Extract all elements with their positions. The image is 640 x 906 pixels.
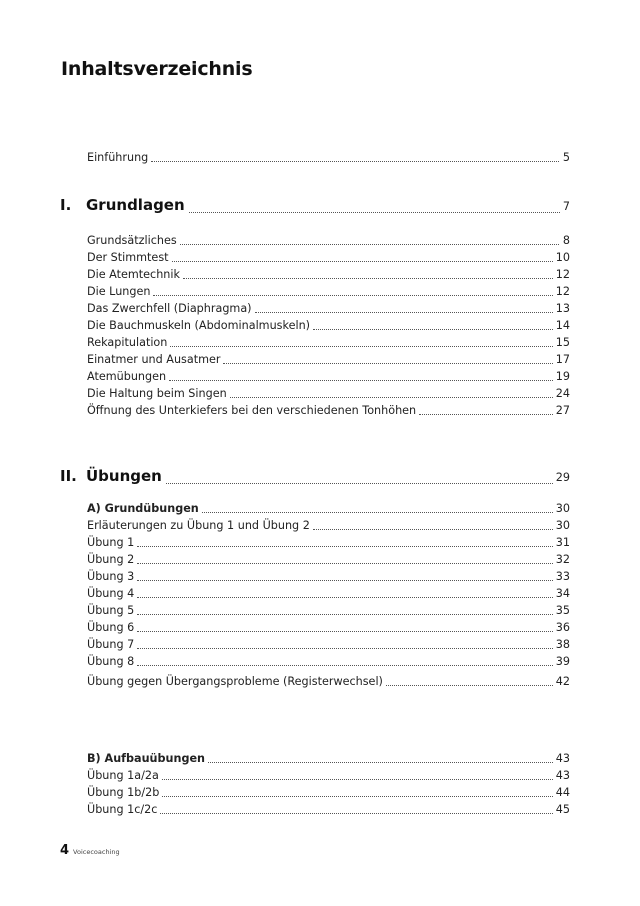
toc-entry-label: Übung 4 [87, 587, 135, 600]
toc-entry-page: 36 [555, 621, 570, 634]
toc-entry-page: 14 [555, 319, 570, 332]
section-label: B) Aufbauübungen [87, 752, 206, 765]
section-page: 43 [555, 752, 570, 765]
toc-entry-page: 30 [555, 519, 570, 532]
toc-entry[interactable] [87, 249, 570, 266]
toc-entry-page: 42 [555, 675, 570, 688]
toc-entry[interactable] [87, 266, 570, 283]
toc-entry-label: Übung 1b/2b [87, 786, 160, 799]
dot-leader [151, 149, 559, 162]
dot-leader [137, 568, 553, 581]
toc-entry-page: 5 [562, 151, 570, 164]
toc-entry-label: Der Stimmtest [87, 251, 169, 264]
toc-entry-page: 19 [555, 370, 570, 383]
toc-entry[interactable] [87, 334, 570, 351]
section-page: 30 [555, 502, 570, 515]
toc-entry-page: 13 [555, 302, 570, 315]
section-label: A) Grundübungen [87, 502, 199, 515]
toc-entry-page: 27 [555, 404, 570, 417]
dot-leader [172, 249, 553, 262]
toc-entry-label: Übung 7 [87, 638, 135, 651]
toc-entry[interactable] [87, 300, 570, 317]
toc-entry-label: Übung 2 [87, 553, 135, 566]
toc-entry-label: Grundsätzliches [87, 234, 177, 247]
toc-entry-page: 12 [555, 285, 570, 298]
toc-entry-label: Öffnung des Unterkiefers bei den verschiedenen Tonhöhen [87, 404, 417, 417]
chapter-label: Übungen [86, 467, 162, 485]
toc-entry-label: Einführung [87, 151, 149, 164]
dot-leader [223, 351, 552, 364]
dot-leader [189, 200, 560, 213]
dot-leader [162, 767, 553, 780]
dot-leader [137, 636, 553, 649]
toc-entry[interactable] [87, 801, 570, 818]
dot-leader [137, 551, 553, 564]
dot-leader [208, 750, 553, 763]
dot-leader [162, 784, 552, 797]
dot-leader [137, 602, 553, 615]
toc-entry-page: 44 [555, 786, 570, 799]
dot-leader [313, 317, 553, 330]
toc-entry[interactable] [87, 402, 570, 419]
toc-entry-page: 35 [555, 604, 570, 617]
toc-entry-page: 24 [555, 387, 570, 400]
toc-entry-label: Das Zwerchfell (Diaphragma) [87, 302, 252, 315]
toc-entry-label: Übung 6 [87, 621, 135, 634]
toc-entry[interactable] [87, 653, 570, 670]
toc-entry-label: Die Bauchmuskeln (Abdominalmuskeln) [87, 319, 311, 332]
toc-entry[interactable] [87, 636, 570, 653]
toc-entry-page: 17 [555, 353, 570, 366]
dot-leader [255, 300, 553, 313]
toc-entry[interactable] [87, 368, 570, 385]
toc-entry[interactable] [87, 602, 570, 619]
toc-entry[interactable] [87, 351, 570, 368]
toc-section-grunduebungen[interactable] [87, 500, 570, 517]
toc-entry-page: 31 [555, 536, 570, 549]
toc-entry-page: 33 [555, 570, 570, 583]
toc-entry-page: 45 [555, 803, 570, 816]
chapter-page: 29 [555, 471, 570, 484]
dot-leader [386, 673, 553, 686]
toc-entry-label: Die Lungen [87, 285, 151, 298]
dot-leader [137, 534, 553, 547]
toc-entry-label: Übung 8 [87, 655, 135, 668]
toc-entry[interactable] [87, 385, 570, 402]
toc-entry[interactable] [87, 673, 570, 690]
chapter-number: I. [60, 196, 72, 214]
toc-entry[interactable] [87, 551, 570, 568]
book-title: Voicecoaching [73, 848, 120, 856]
toc-entry-page: 8 [562, 234, 570, 247]
dot-leader [230, 385, 553, 398]
toc-entry-label: Übung 1 [87, 536, 135, 549]
toc-entry-label: Übung 5 [87, 604, 135, 617]
toc-entry-einfuehrung[interactable] [87, 149, 570, 166]
toc-entry-label: Einatmer und Ausatmer [87, 353, 221, 366]
toc-entry-page: 32 [555, 553, 570, 566]
toc-entry[interactable] [87, 568, 570, 585]
toc-entry[interactable] [87, 619, 570, 636]
chapter-label: Grundlagen [86, 196, 185, 214]
dot-leader [170, 334, 552, 347]
toc-entry[interactable] [87, 767, 570, 784]
toc-entry[interactable] [87, 283, 570, 300]
toc-entry[interactable] [87, 317, 570, 334]
toc-entry-label: Übung 1c/2c [87, 803, 158, 816]
toc-entry-page: 43 [555, 769, 570, 782]
toc-entry-page: 12 [555, 268, 570, 281]
toc-entry-page: 34 [555, 587, 570, 600]
toc-entry[interactable] [87, 784, 570, 801]
toc-entry-page: 38 [555, 638, 570, 651]
dot-leader [160, 801, 552, 814]
dot-leader [137, 585, 553, 598]
toc-entry[interactable] [87, 534, 570, 551]
toc-entry-label: Die Haltung beim Singen [87, 387, 227, 400]
toc-entry-label: Die Atemtechnik [87, 268, 180, 281]
toc-entry-label: Erläuterungen zu Übung 1 und Übung 2 [87, 519, 310, 532]
toc-entry-label: Rekapitulation [87, 336, 168, 349]
toc-entry[interactable] [87, 585, 570, 602]
toc-entry[interactable] [87, 517, 570, 534]
toc-entry-page: 10 [555, 251, 570, 264]
dot-leader [180, 232, 559, 245]
toc-chapter-uebungen[interactable] [60, 467, 570, 489]
page-title: Inhaltsverzeichnis [61, 58, 253, 80]
dot-leader [313, 517, 553, 530]
dot-leader [202, 500, 553, 513]
dot-leader [137, 653, 553, 666]
page-number: 4 [60, 843, 70, 858]
toc-entry-label: Übung gegen Übergangsprobleme (Registerwechsel) [87, 675, 383, 688]
dot-leader [166, 471, 553, 484]
dot-leader [419, 402, 553, 415]
chapter-page: 7 [562, 200, 570, 213]
toc-entry-page: 39 [555, 655, 570, 668]
page-footer [60, 843, 120, 858]
dot-leader [137, 619, 553, 632]
toc-entry[interactable] [87, 232, 570, 249]
chapter-number: II. [60, 467, 77, 485]
toc-entry-page: 15 [555, 336, 570, 349]
toc-entry-label: Übung 1a/2a [87, 769, 159, 782]
dot-leader [183, 266, 553, 279]
toc-entry-label: Atemübungen [87, 370, 167, 383]
toc-chapter-grundlagen[interactable] [60, 196, 570, 218]
toc-entry-label: Übung 3 [87, 570, 135, 583]
toc-section-aufbauuebungen[interactable] [87, 750, 570, 767]
dot-leader [169, 368, 553, 381]
dot-leader [153, 283, 552, 296]
